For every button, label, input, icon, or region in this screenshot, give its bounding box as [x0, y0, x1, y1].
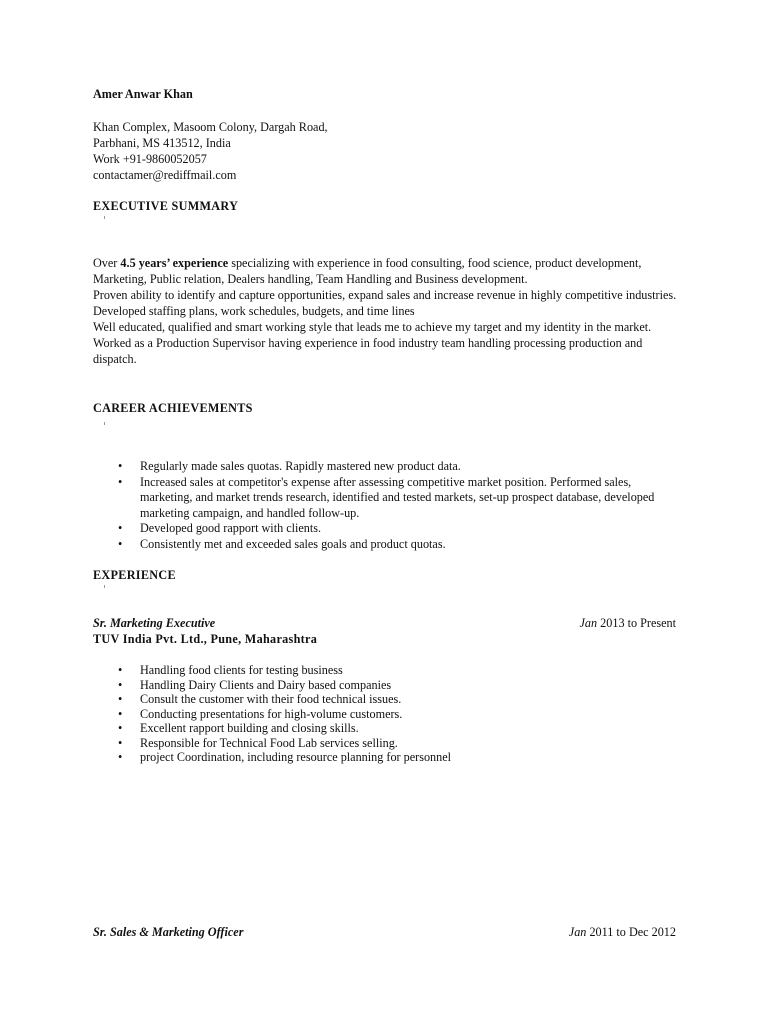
- heading-divider-mark: [104, 585, 105, 588]
- list-item: • project Coordination, including resource planning for personnel: [118, 750, 658, 765]
- job-dates: Jan 2011 to Dec 2012: [568, 925, 676, 939]
- list-item: • Developed good rapport with clients.: [118, 521, 678, 537]
- career-achievements-heading: CAREER ACHIEVEMENTS: [93, 401, 253, 415]
- job-header-2: [93, 924, 676, 940]
- heading-divider-mark: [104, 422, 105, 425]
- list-item: • Increased sales at competitor's expense after assessing competitive market position. Performed sales, marketing, and market trends research, identified and tested markets, set-up prospect database, developed marketing campaign, and handled follow-up.: [118, 475, 678, 522]
- summary-paragraph-4: Worked as a Production Supervisor having experience in food industry team handling processing production and dispatch.: [93, 336, 643, 366]
- heading-divider-mark: [104, 216, 105, 219]
- achievements-list: [118, 459, 678, 552]
- job-header-1: [93, 615, 676, 631]
- summary-paragraph-3: Well educated, qualified and smart working style that leads me to achieve my target and my identity in the market.: [93, 320, 652, 334]
- summary-paragraph-1: Over 4.5 years’ experience specializing with experience in food consulting, food science, product development, Marketing, Public relation, Dealers handling, Team Handling and Business development.: [93, 256, 642, 286]
- phone-number: Work +91-9860052057: [93, 152, 207, 166]
- job-dates: Jan 2013 to Present: [579, 616, 676, 630]
- list-item: • Consult the customer with their food technical issues.: [118, 692, 658, 707]
- executive-summary-body: [93, 255, 683, 367]
- address-line-1: Khan Complex, Masoom Colony, Dargah Road,: [93, 120, 328, 134]
- contact-block: [93, 119, 328, 183]
- address-line-2: Parbhani, MS 413512, India: [93, 136, 231, 150]
- list-item: • Consistently met and exceeded sales goals and product quotas.: [118, 537, 678, 553]
- candidate-name: Amer Anwar Khan: [93, 87, 193, 101]
- list-item: • Regularly made sales quotas. Rapidly mastered new product data.: [118, 459, 678, 475]
- job-title: Sr. Sales & Marketing Officer: [93, 925, 244, 939]
- company-name: TUV India Pvt. Ltd., Pune, Maharashtra: [93, 632, 318, 646]
- experience-years: 4.5 years’ experience: [120, 256, 229, 270]
- email-address: contactamer@rediffmail.com: [93, 168, 237, 182]
- list-item: • Responsible for Technical Food Lab services selling.: [118, 736, 658, 751]
- list-item: • Handling Dairy Clients and Dairy based companies: [118, 678, 658, 693]
- job-title: Sr. Marketing Executive: [93, 616, 216, 630]
- summary-paragraph-2: Proven ability to identify and capture opportunities, expand sales and increase revenue in highly competitive industries. Developed staffing plans, work schedules, budgets, and time lines: [93, 288, 677, 318]
- experience-heading: EXPERIENCE: [93, 568, 176, 582]
- list-item: • Excellent rapport building and closing skills.: [118, 721, 658, 736]
- executive-summary-heading: EXECUTIVE SUMMARY: [93, 199, 239, 213]
- list-item: • Handling food clients for testing business: [118, 663, 658, 678]
- job-duties-list: [118, 663, 658, 765]
- list-item: • Conducting presentations for high-volume customers.: [118, 707, 658, 722]
